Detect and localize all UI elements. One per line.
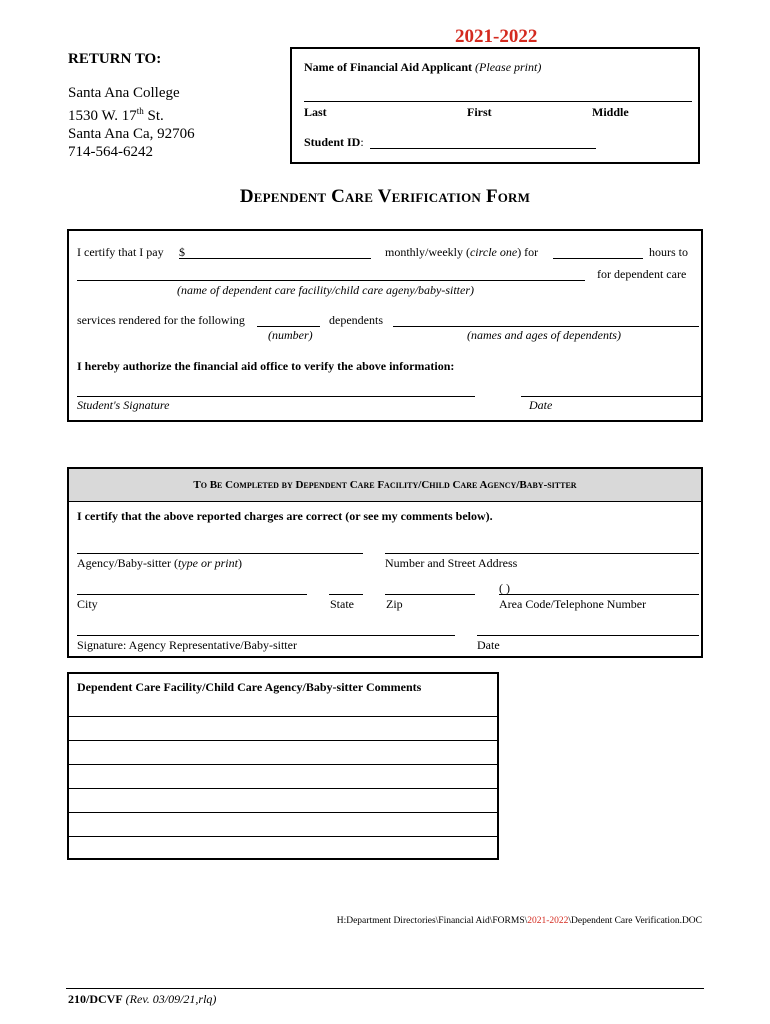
zip-label: Zip [386, 597, 403, 611]
form-year: 2021-2022 [455, 26, 538, 47]
dollar-sign: $ [179, 245, 185, 259]
for-dependent-care-text: for dependent care [597, 267, 687, 281]
form-code: 210/DCVF (Rev. 03/09/21,rlq) [68, 992, 217, 1006]
student-date-label: Date [529, 398, 553, 412]
comment-line[interactable] [69, 740, 497, 741]
city-label: City [77, 597, 98, 611]
state-label: State [330, 597, 354, 611]
comment-line[interactable] [69, 812, 497, 813]
comments-heading: Dependent Care Facility/Child Care Agency/Baby-sitter Comments [77, 680, 422, 694]
student-signature-field[interactable] [77, 396, 475, 397]
dependent-names-field[interactable] [393, 326, 699, 327]
telephone-field[interactable] [499, 594, 699, 595]
agency-signature-label: Signature: Agency Representative/Baby-sitter [77, 638, 297, 652]
certification-box [67, 229, 703, 422]
street-address-field[interactable] [385, 553, 699, 554]
college-name: Santa Ana College [68, 85, 180, 101]
form-title: Dependent Care Verification Form [239, 186, 531, 207]
student-signature-label: Student's Signature [77, 398, 170, 412]
city-field[interactable] [77, 594, 307, 595]
zip-field[interactable] [385, 594, 475, 595]
return-address [68, 84, 195, 161]
applicant-name-field[interactable] [304, 101, 692, 102]
certify-pay-text: I certify that I pay [77, 245, 164, 259]
agency-section-heading: To Be Completed by Dependent Care Facility/Child Care Agency/Baby-sitter [69, 469, 701, 502]
facility-name-field[interactable] [77, 280, 585, 281]
monthly-weekly-text: monthly/weekly (circle one) for [385, 245, 539, 259]
student-id-label: Student ID: [304, 135, 364, 149]
street-address: 1530 W. 17th St. [68, 106, 164, 124]
agency-name-label: Agency/Baby-sitter (type or print) [77, 556, 242, 570]
comments-box [67, 672, 499, 860]
authorize-statement: I hereby authorize the financial aid office to verify the above information: [77, 359, 455, 373]
applicant-name-label: Name of Financial Aid Applicant (Please print) [304, 60, 542, 74]
first-name-label: First [467, 105, 492, 119]
hours-field[interactable] [553, 258, 643, 259]
agency-date-label: Date [477, 638, 500, 652]
number-note: (number) [268, 328, 313, 342]
services-rendered-text: services rendered for the following [77, 313, 245, 327]
middle-name-label: Middle [592, 105, 629, 119]
dependents-text: dependents [329, 313, 383, 327]
hours-to-text: hours to [649, 245, 688, 259]
number-of-dependents-field[interactable] [257, 326, 320, 327]
agency-name-field[interactable] [77, 553, 363, 554]
agency-certify-statement: I certify that the above reported charges are correct (or see my comments below). [77, 509, 493, 523]
return-to-label: RETURN TO: [68, 51, 162, 67]
student-date-field[interactable] [521, 396, 701, 397]
comment-line[interactable] [69, 716, 497, 717]
student-id-field[interactable] [370, 148, 596, 149]
file-path: H:Department Directories\Financial Aid\FORMS\2021-2022\Dependent Care Verification.DOC [336, 916, 702, 926]
comment-line[interactable] [69, 836, 497, 837]
amount-field[interactable] [179, 258, 371, 259]
area-code-parens: ( ) [499, 581, 510, 595]
names-ages-note: (names and ages of dependents) [467, 328, 621, 342]
applicant-box [290, 47, 700, 164]
state-field[interactable] [329, 594, 363, 595]
last-name-label: Last [304, 105, 327, 119]
facility-name-note: (name of dependent care facility/child care ageny/baby-sitter) [177, 283, 475, 297]
agency-box [67, 467, 703, 658]
telephone-label: Area Code/Telephone Number [499, 597, 647, 611]
comment-line[interactable] [69, 764, 497, 765]
agency-signature-field[interactable] [77, 635, 455, 636]
street-address-label: Number and Street Address [385, 556, 518, 570]
comment-line[interactable] [69, 788, 497, 789]
footer-rule [66, 988, 704, 989]
city-state-zip: Santa Ana Ca, 92706 [68, 126, 195, 142]
phone-number: 714-564-6242 [68, 144, 153, 160]
agency-date-field[interactable] [477, 635, 699, 636]
